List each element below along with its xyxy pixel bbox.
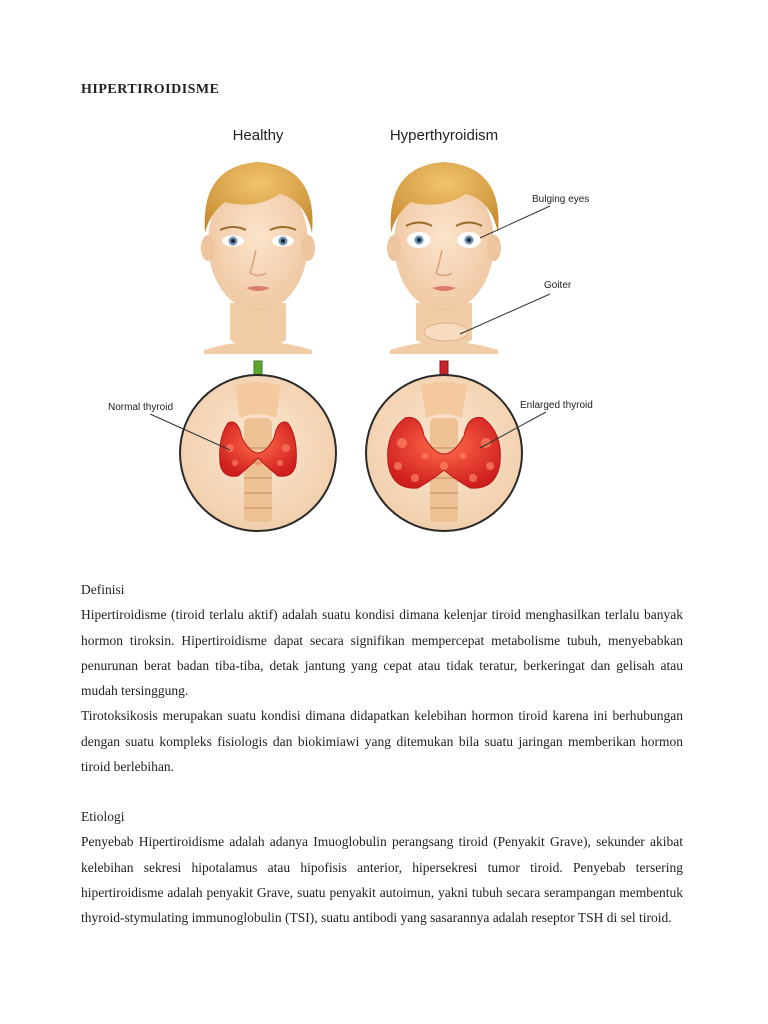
normal-thyroid-label: Normal thyroid: [108, 402, 174, 413]
hyperthyroid-face: [387, 162, 501, 354]
thyroid-comparison-illustration: [80, 118, 620, 538]
definisi-paragraph-2: Tirotoksikosis merupakan suatu kondisi dimana didapatkan kelebihan hormon tiroid karena ini berhubungan dengan suatu kompleks fisiologis dan biokimiawi yang ditemukan bila suatu jaringan memberikan hormon tiroid berlebihan.: [81, 708, 683, 775]
goiter-pointer: [460, 294, 550, 334]
enlarged-thyroid-circle: [366, 375, 522, 531]
bulging-eyes-label: Bulging eyes: [532, 194, 590, 205]
etiologi-section: [81, 804, 683, 930]
definisi-section: [81, 577, 683, 779]
goiter-label: Goiter: [544, 280, 572, 291]
document-title: HIPERTIROIDISME: [81, 82, 220, 97]
healthy-label: Healthy: [232, 127, 284, 144]
hyperthyroidism-label: Hyperthyroidism: [389, 127, 499, 144]
definisi-heading: Definisi: [81, 582, 125, 597]
normal-thyroid-circle: [180, 375, 336, 531]
healthy-face: [201, 162, 315, 354]
definisi-paragraph-1: Hipertiroidisme (tiroid terlalu aktif) adalah suatu kondisi dimana kelenjar tiroid menghasilkan terlalu banyak hormon tiroksin. Hipertiroidisme dapat secara signifikan mempercepat metabolisme tubuh, menyebabkan penurunan berat badan tiba-tiba, detak jantung yang cepat atau tidak teratur, berkeringat dan gelisah atau mudah tersinggung.: [81, 607, 683, 699]
enlarged-thyroid-label: Enlarged thyroid: [520, 400, 593, 411]
etiologi-heading: Etiologi: [81, 809, 125, 824]
etiologi-paragraph-1: Penyebab Hipertiroidisme adalah adanya Imuoglobulin perangsang tiroid (Penyakit Grave), sekunder akibat kelebihan sekresi hipotalamus atau hipofisis anterior, hipersekresi tumor tiroid. Penyebab tersering hipertiroidisme adalah penyakit Grave, suatu penyakit autoimun, yakni tubuh secara serampangan membentuk thyroid-stymulating immunoglobulin (TSI), suatu antibodi yang sasarannya adalah reseptor TSH di sel tiroid.: [81, 834, 683, 926]
